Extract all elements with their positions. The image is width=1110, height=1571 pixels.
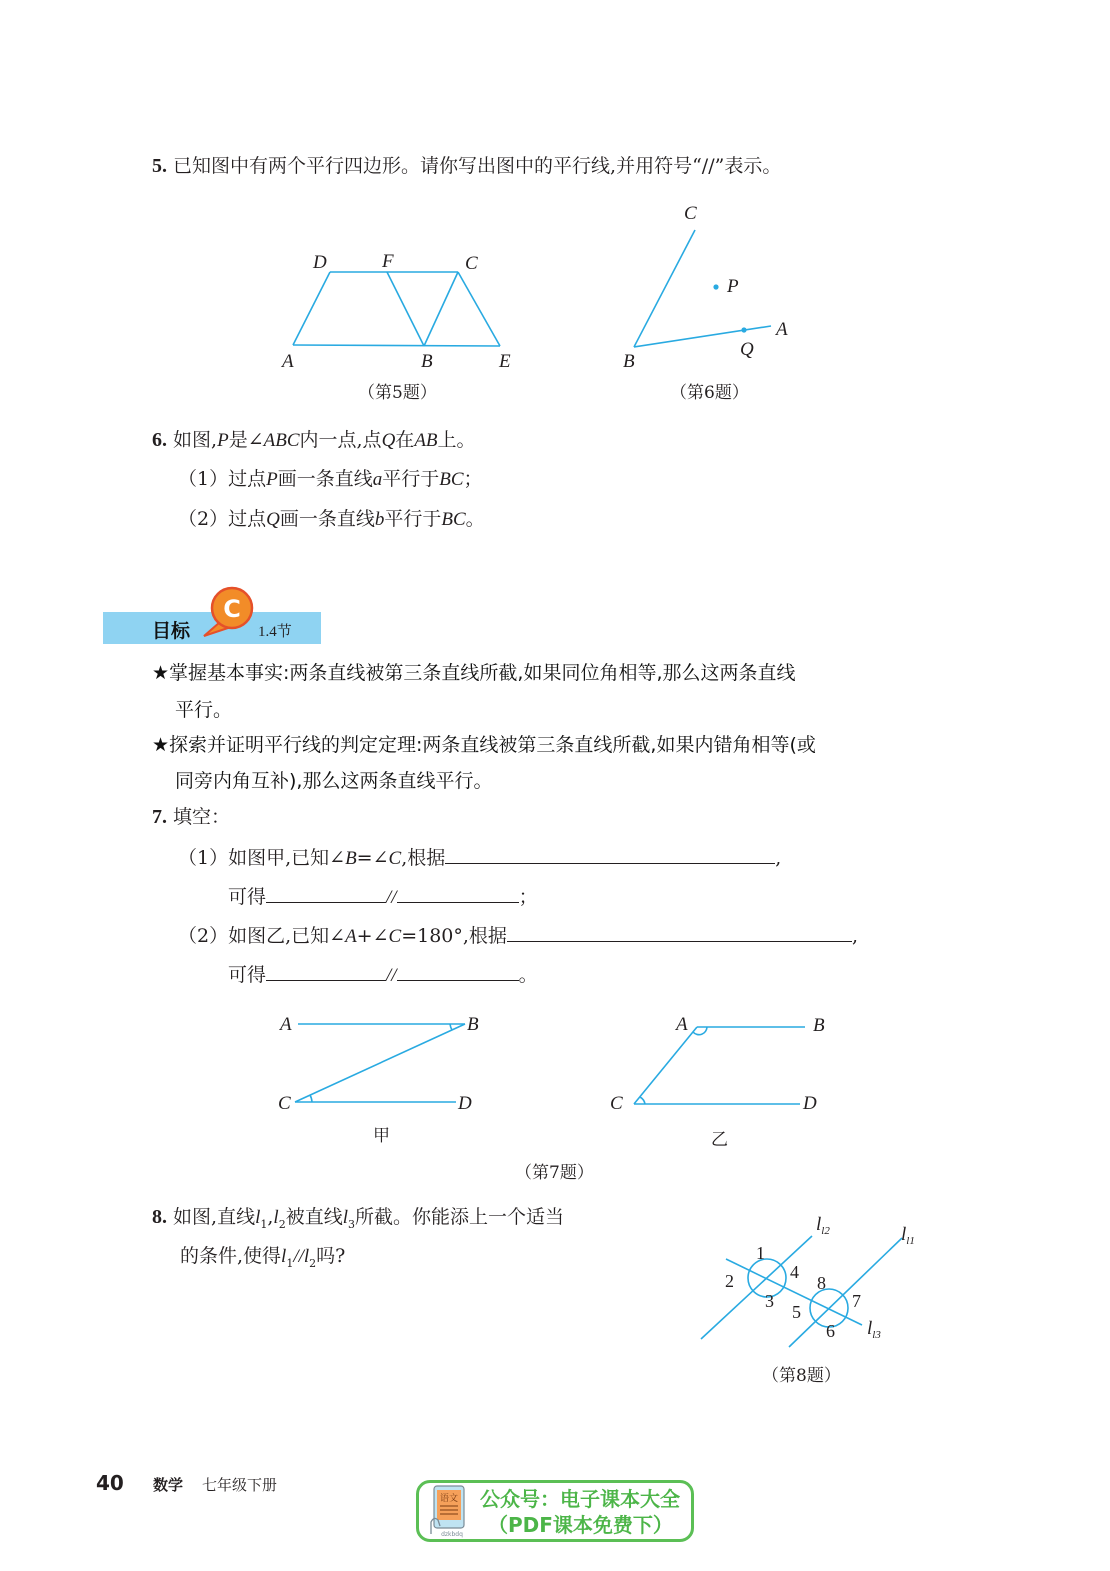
segment-ad	[293, 272, 330, 345]
subject: 数学	[153, 1476, 184, 1494]
question-6	[152, 428, 476, 453]
text: 可得	[228, 964, 267, 986]
question-6-part-1	[178, 467, 483, 492]
var: l	[273, 1207, 279, 1228]
figure-name-yi: 乙	[711, 1130, 728, 1150]
text: 如图,	[173, 429, 218, 451]
question-number: 6.	[152, 429, 167, 451]
var: l	[281, 1246, 287, 1267]
var: ABC	[263, 430, 300, 451]
label-d: D	[313, 252, 327, 273]
var: A	[345, 926, 357, 947]
text: 。	[518, 964, 538, 986]
text: 被直线	[285, 1206, 343, 1228]
figure-name-jia: 甲	[373, 1126, 390, 1146]
goal-badge	[198, 586, 258, 642]
text: 的条件,使得	[180, 1245, 282, 1267]
answer-blank[interactable]	[266, 884, 386, 903]
goal-bullet-2-line-2: 同旁内角互补),那么这两条直线平行。	[175, 770, 493, 792]
text: 平行于	[382, 468, 440, 490]
ray-bc	[634, 230, 695, 347]
var: l	[255, 1207, 261, 1228]
text: 所截。你能添上一个适当	[355, 1206, 565, 1228]
text: 画一条直线	[279, 508, 375, 530]
answer-blank[interactable]	[445, 845, 775, 864]
text: ,	[851, 925, 858, 947]
label-b: B	[467, 1014, 479, 1035]
point-q	[741, 327, 746, 332]
icon-text: 语文	[439, 1494, 459, 1504]
label-a: A	[676, 1014, 688, 1035]
text: 画一条直线	[277, 468, 373, 490]
question-8-line-2	[180, 1244, 345, 1276]
text: 。	[465, 508, 485, 530]
book-title: 七年级下册	[202, 1476, 278, 1494]
var: C	[388, 848, 402, 869]
figure-caption: （第5题）	[358, 383, 437, 403]
angle-8: 8	[817, 1273, 826, 1293]
text: ,根据	[401, 847, 446, 869]
question-text: 已知图中有两个平行四边形。请你写出图中的平行线,并用符号“//”表示。	[173, 155, 782, 177]
segment-ce	[458, 272, 500, 346]
text: （2）过点	[178, 508, 267, 530]
figure-caption: （第7题）	[515, 1163, 594, 1183]
right-ac	[634, 1027, 697, 1104]
question-7	[152, 805, 230, 829]
label-q: Q	[740, 339, 754, 360]
text: ,	[267, 1206, 274, 1228]
figure-8	[690, 1200, 930, 1395]
answer-blank[interactable]	[397, 962, 519, 981]
label-b: B	[813, 1015, 825, 1036]
right-angle-c	[640, 1097, 645, 1104]
left-angle-c	[310, 1095, 312, 1102]
question-7-part-2	[178, 923, 858, 949]
text: 在	[395, 429, 415, 451]
subscript: 1	[260, 1217, 268, 1231]
label-c: C	[684, 203, 697, 224]
text: ；	[463, 468, 483, 490]
question-7-part-1-result	[228, 884, 538, 910]
segment-ae	[293, 345, 500, 346]
label-l1: $l_{l1}$	[901, 1224, 915, 1247]
label-c: C	[278, 1093, 291, 1114]
parallel-symbol: //	[293, 1246, 304, 1267]
line-l1	[789, 1238, 902, 1347]
text: （1）过点	[178, 468, 267, 490]
subscript: l3	[872, 1329, 881, 1341]
label-a: A	[280, 1014, 292, 1035]
angle-3: 3	[765, 1291, 774, 1311]
subscript: 3	[348, 1217, 355, 1231]
page-number: 40	[96, 1471, 124, 1495]
text: 平行于	[384, 508, 442, 530]
angle-7: 7	[852, 1291, 861, 1311]
var: Q	[266, 509, 280, 530]
answer-blank[interactable]	[507, 923, 852, 942]
subscript: l1	[906, 1235, 915, 1247]
var: P	[266, 469, 278, 490]
var: AB	[414, 430, 438, 451]
goal-title: 目标	[152, 620, 191, 642]
parallel-symbol: //	[386, 965, 397, 986]
var: BC	[439, 469, 464, 490]
angle-4: 4	[790, 1262, 799, 1282]
label-l3: $l_{l3}$	[867, 1318, 881, 1341]
label-c: C	[465, 253, 478, 274]
goal-section: 1.4节	[258, 624, 292, 640]
segment-fb	[387, 272, 424, 346]
subscript: 1	[286, 1256, 294, 1270]
figure-5	[270, 240, 540, 410]
question-7-part-2-result	[228, 962, 538, 988]
subscript: l2	[821, 1225, 830, 1237]
question-number: 8.	[152, 1206, 167, 1228]
goal-bullet-1-line-1: ★掌握基本事实:两条直线被第三条直线所截,如果同位角相等,那么这两条直线	[152, 662, 796, 684]
promo-line-2: （PDF课本免费下）	[488, 1513, 673, 1537]
label-a: A	[776, 319, 788, 340]
text: 内一点,点	[299, 429, 382, 451]
badge-letter: C	[223, 595, 241, 623]
answer-blank[interactable]	[397, 884, 519, 903]
question-number: 7.	[152, 806, 167, 828]
point-p	[713, 284, 718, 289]
question-5	[152, 154, 781, 178]
icon-small-text: dzkbdq	[441, 1531, 463, 1538]
angle-2: 2	[725, 1271, 734, 1291]
goal-bullet-2-line-1: ★探索并证明平行线的判定定理:两条直线被第三条直线所截,如果内错角相等(或	[152, 734, 816, 756]
left-angle-b	[450, 1024, 452, 1030]
subscript: 2	[309, 1256, 317, 1270]
text: =180°,根据	[401, 925, 507, 947]
var: BC	[441, 509, 466, 530]
var: l	[342, 1207, 348, 1228]
label-c: C	[610, 1093, 623, 1114]
answer-blank[interactable]	[266, 962, 386, 981]
text: 上。	[437, 429, 476, 451]
label-f: F	[382, 251, 394, 272]
var: b	[374, 509, 385, 530]
figure-7	[260, 1005, 840, 1190]
var: l	[303, 1246, 310, 1267]
text: 可得	[228, 886, 267, 908]
text: 如图,直线	[173, 1206, 256, 1228]
label-e: E	[499, 351, 511, 372]
label-l2: $l_{l2}$	[816, 1214, 830, 1237]
ebook-icon	[428, 1484, 472, 1538]
text: =∠	[356, 847, 389, 869]
question-7-part-1	[178, 845, 781, 871]
question-number: 5.	[152, 155, 167, 177]
label-d: D	[458, 1093, 472, 1114]
goal-bullet-1-line-2: 平行。	[175, 699, 233, 721]
var: Q	[381, 430, 396, 451]
text: 吗?	[316, 1245, 346, 1267]
left-bc	[295, 1024, 465, 1102]
text: （1）如图甲,已知∠	[178, 847, 346, 869]
label-a: A	[282, 351, 294, 372]
figure-caption: （第6题）	[670, 383, 749, 403]
var: P	[217, 430, 229, 451]
text: ；	[518, 886, 538, 908]
label-b: B	[623, 351, 635, 372]
text: 是∠	[228, 429, 264, 451]
text: （2）如图乙,已知∠	[178, 925, 346, 947]
angle-5: 5	[792, 1302, 801, 1322]
text: ,	[775, 847, 782, 869]
question-title: 填空：	[173, 806, 231, 828]
promo-line-1: 公众号：电子课本大全	[480, 1487, 680, 1511]
parallel-symbol: //	[386, 887, 397, 908]
var: B	[345, 848, 357, 869]
question-6-part-2	[178, 507, 485, 532]
var: C	[388, 926, 402, 947]
label-p: P	[727, 276, 739, 297]
var: a	[372, 469, 383, 490]
question-8	[152, 1205, 564, 1237]
label-b: B	[421, 351, 433, 372]
figure-6	[600, 195, 820, 410]
angle-6: 6	[826, 1321, 835, 1341]
figure-caption: （第8题）	[762, 1366, 841, 1386]
segment-bc	[424, 272, 458, 346]
subscript: 2	[278, 1217, 286, 1231]
label-d: D	[803, 1093, 817, 1114]
text: +∠	[356, 925, 389, 947]
angle-1: 1	[756, 1243, 765, 1263]
